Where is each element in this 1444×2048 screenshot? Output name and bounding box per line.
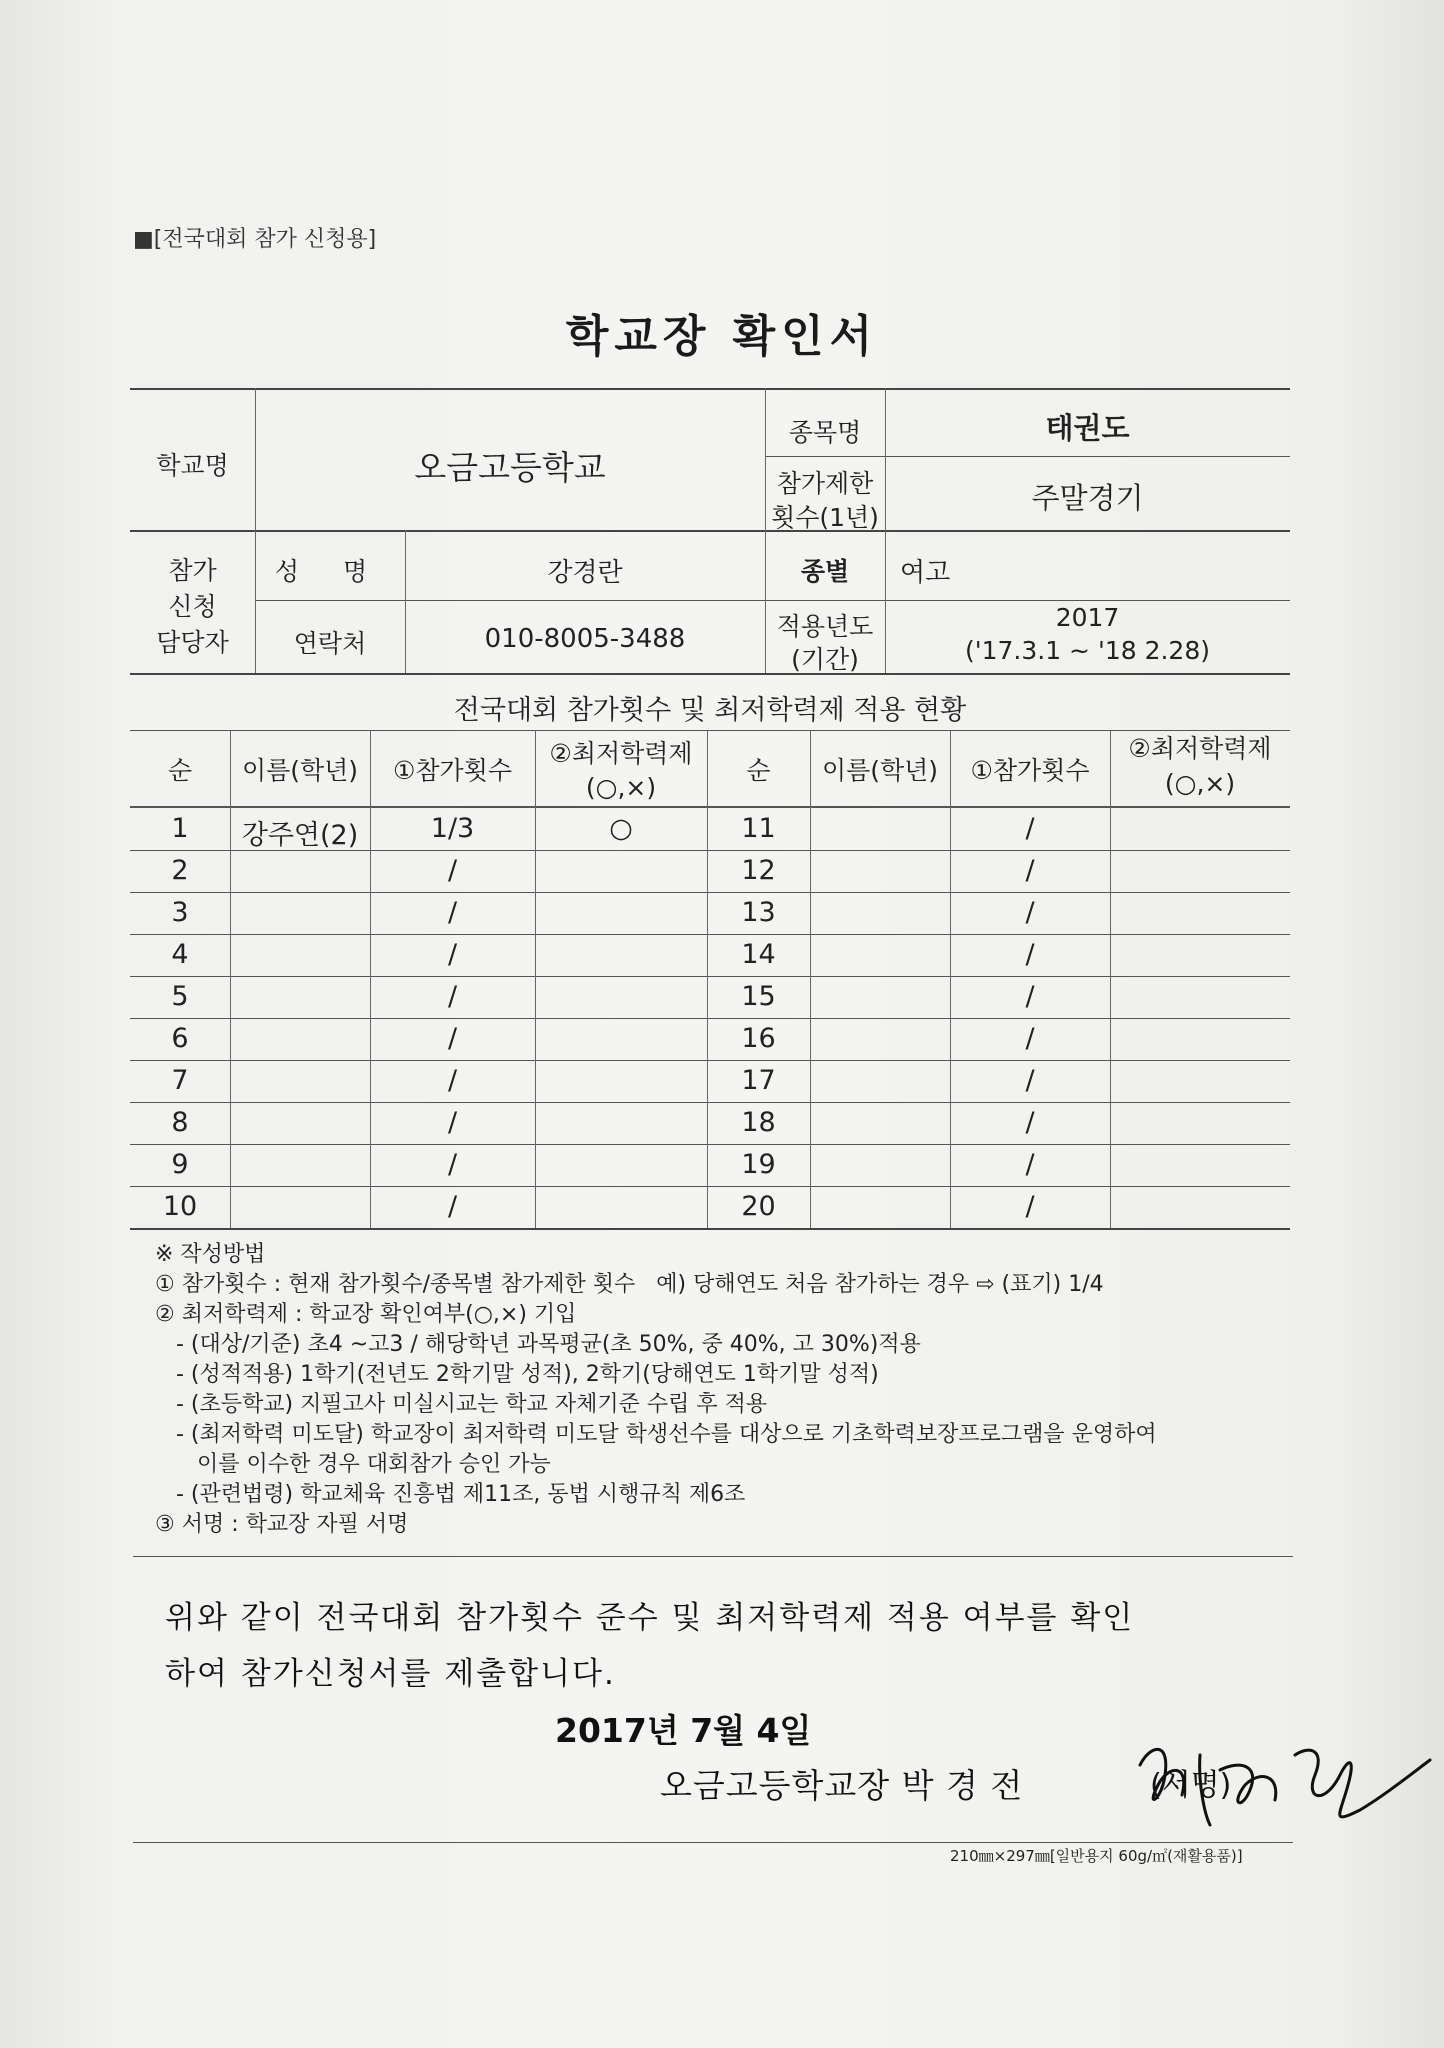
cell-count-left: /: [447, 1191, 458, 1222]
status-table-title: 전국대회 참가횟수 및 최저학력제 적용 현황: [453, 695, 967, 726]
header-no-left: 순: [167, 756, 193, 785]
header-min-left-2: (○,×): [585, 773, 657, 802]
header-min-left-1: ②최저학력제: [549, 739, 693, 768]
event-name: 태권도: [1045, 411, 1130, 445]
cell-count-right: /: [1025, 813, 1035, 844]
cell-no-left: 8: [171, 1107, 189, 1138]
type-label: 종별: [800, 557, 850, 586]
guide-line: 이를 이수한 경우 대회참가 승인 가능: [155, 1452, 551, 1477]
document-title: 학교장 확인서: [565, 311, 879, 362]
applicant-label-2: 신청: [168, 592, 217, 621]
cell-no-left: 4: [171, 939, 189, 970]
cell-count-right: /: [1025, 1191, 1035, 1222]
cell-name-left: 강주연(2): [241, 820, 359, 851]
year-label-1: 적용년도: [776, 612, 874, 641]
header-name-right: 이름(학년): [821, 756, 939, 785]
school-name: 오금고등학교: [414, 448, 606, 487]
year-period: ('17.3.1 ~ '18 2.28): [964, 636, 1211, 665]
form-tag: ■[전국대회 참가 신청용]: [133, 227, 377, 252]
type-value: 여고: [900, 558, 951, 588]
contact-label: 연락처: [293, 629, 367, 658]
cell-count-right: /: [1025, 981, 1035, 1012]
cell-count-right: /: [1025, 939, 1035, 970]
cell-no-left: 10: [162, 1191, 198, 1222]
cell-min-left: ○: [609, 813, 633, 844]
handwritten-signature: [1110, 1715, 1440, 1845]
cell-no-left: 6: [171, 1023, 189, 1054]
cell-no-left: 9: [171, 1149, 189, 1180]
cell-no-right: 20: [741, 1191, 776, 1222]
limit-label-2: 횟수(1년): [771, 503, 879, 532]
cell-count-right: /: [1025, 1107, 1035, 1138]
cell-count-left: /: [447, 855, 458, 886]
guide-line: - (성적적용) 1학기(전년도 2학기말 성적), 2학기(당해연도 1학기말 성적): [155, 1362, 879, 1387]
cell-no-right: 14: [741, 939, 776, 970]
header-count-left: ①참가횟수: [392, 756, 512, 785]
cell-no-right: 18: [741, 1107, 776, 1138]
issue-date: 2017년 7월 4일: [555, 1711, 812, 1750]
cell-no-left: 7: [171, 1065, 189, 1096]
header-count-right: ①참가횟수: [970, 756, 1090, 785]
contact-person-name: 강경란: [547, 558, 623, 588]
paper-spec: 210㎜×297㎜[일반용지 60g/㎡(재활용품)]: [950, 1847, 1243, 1865]
guide-line: - (최저학력 미도달) 학교장이 최저학력 미도달 학생선수를 대상으로 기초학력보장프로그램을 운영하여: [155, 1422, 1157, 1447]
cell-count-left: /: [447, 981, 458, 1012]
cell-no-left: 5: [171, 981, 189, 1012]
header-min-right-2: (○,×): [1164, 769, 1236, 798]
cell-count-left: /: [447, 939, 458, 970]
applicant-label-1: 참가: [168, 556, 217, 585]
cell-count-right: /: [1025, 897, 1035, 928]
name-label: 성 명: [274, 557, 386, 586]
header-min-right-1: ②최저학력제: [1128, 734, 1272, 763]
guide-line: ※ 작성방법: [155, 1242, 266, 1267]
cell-no-right: 19: [741, 1149, 776, 1180]
cell-count-left: 1/3: [430, 813, 475, 844]
declaration-line-1: 위와 같이 전국대회 참가횟수 준수 및 최저학력제 적용 여부를 확인: [165, 1600, 1135, 1636]
guide-line: ③ 서명 : 학교장 자필 서명: [155, 1512, 409, 1537]
contact-phone: 010-8005-3488: [484, 624, 686, 654]
cell-count-left: /: [447, 1023, 458, 1054]
guide-line: - (관련법령) 학교체육 진흥법 제11조, 동법 시행규칙 제6조: [155, 1482, 746, 1507]
limit-label-1: 참가제한: [776, 469, 874, 498]
cell-no-right: 11: [741, 813, 776, 844]
guide-line: ② 최저학력제 : 학교장 확인여부(○,×) 기입: [155, 1302, 577, 1327]
seal-label: (서명): [1150, 1768, 1232, 1803]
header-name-left: 이름(학년): [241, 756, 359, 785]
applicant-label-3: 담당자: [156, 628, 229, 657]
cell-count-left: /: [447, 1065, 458, 1096]
declaration-line-2: 하여 참가신청서를 제출합니다.: [165, 1656, 616, 1692]
cell-no-right: 15: [741, 981, 776, 1012]
cell-no-right: 12: [741, 855, 776, 886]
cell-count-right: /: [1025, 855, 1035, 886]
cell-no-left: 1: [171, 813, 189, 844]
cell-count-right: /: [1025, 1149, 1035, 1180]
cell-no-left: 2: [171, 855, 189, 886]
writing-guide: [155, 1240, 1157, 1540]
school-label: 학교명: [156, 451, 229, 480]
header-no-right: 순: [746, 756, 771, 785]
cell-no-right: 16: [741, 1023, 776, 1054]
cell-no-right: 13: [741, 897, 776, 928]
guide-line: - (대상/기준) 초4 ~고3 / 해당학년 과목평균(초 50%, 중 40%, 고 30%)적용: [155, 1332, 921, 1357]
guide-line: - (초등학교) 지필고사 미실시교는 학교 자체기준 수립 후 적용: [155, 1392, 768, 1417]
limit-value: 주말경기: [1031, 481, 1144, 515]
cell-count-left: /: [447, 897, 458, 928]
cell-count-right: /: [1025, 1065, 1035, 1096]
year-value: 2017: [1055, 603, 1120, 632]
cell-no-left: 3: [171, 897, 189, 928]
cell-count-left: /: [447, 1107, 458, 1138]
year-label-2: (기간): [791, 645, 859, 674]
cell-count-left: /: [447, 1149, 458, 1180]
cell-no-right: 17: [741, 1065, 776, 1096]
guide-line: ① 참가횟수 : 현재 참가횟수/종목별 참가제한 횟수 예) 당해연도 처음 참가하는 경우 ⇨ (표기) 1/4: [155, 1272, 1104, 1297]
signer-name: 오금고등학교장 박 경 전: [660, 1766, 1024, 1805]
cell-count-right: /: [1025, 1023, 1035, 1054]
event-label: 종목명: [788, 418, 862, 447]
